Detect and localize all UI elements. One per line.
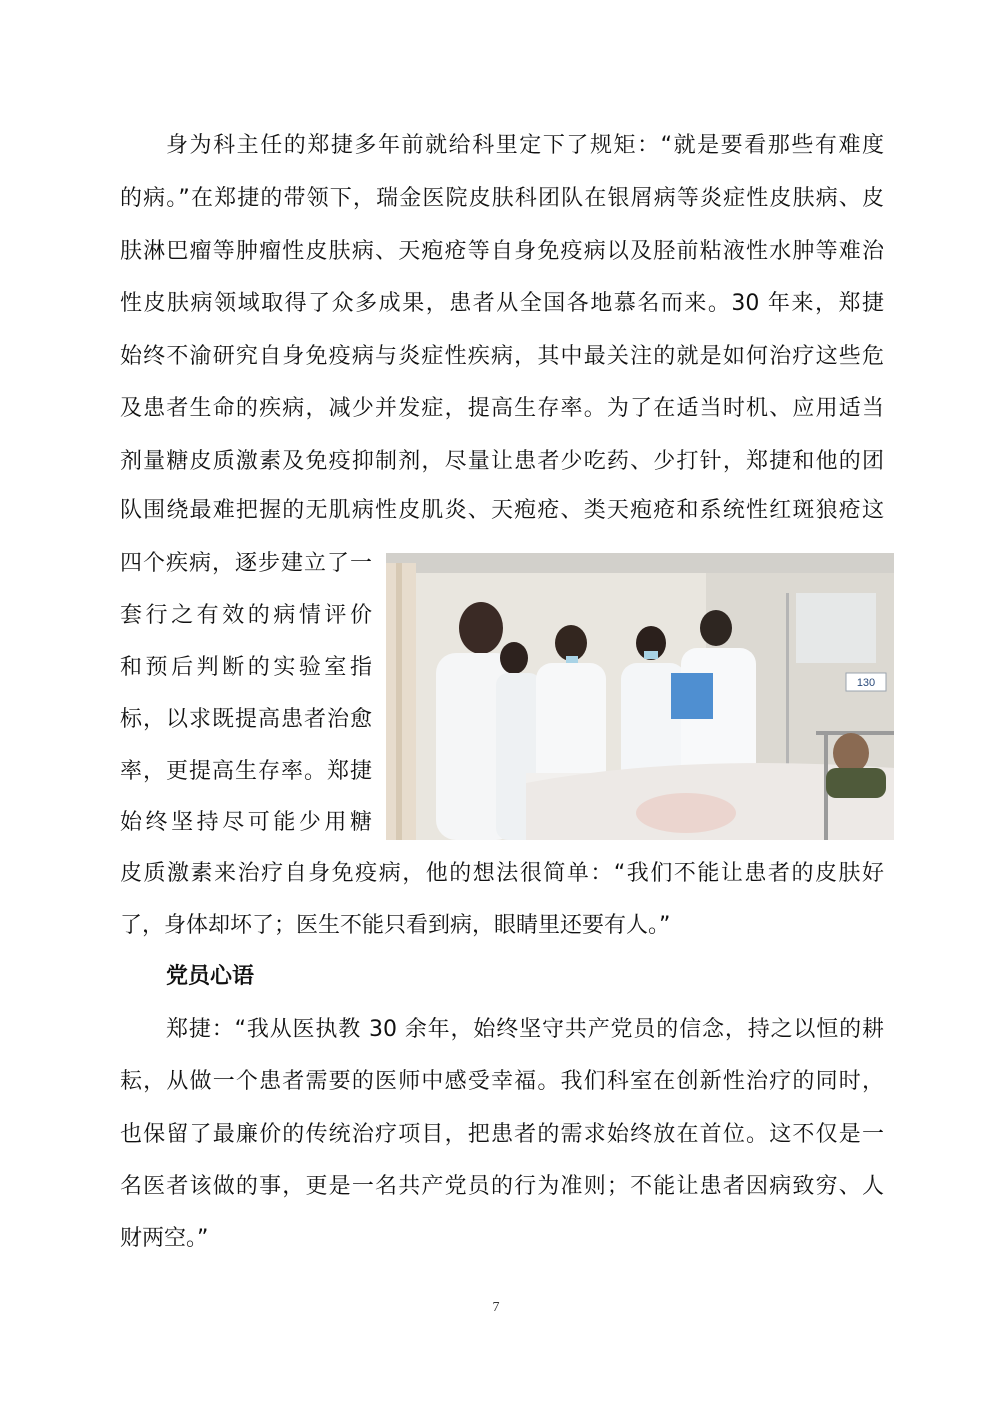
paragraph-line: 身为科主任的郑捷多年前就给科里定下了规矩：“就是要看那些有难度 bbox=[166, 133, 884, 158]
page-number: 7 bbox=[492, 1300, 500, 1315]
paragraph-line: 性皮肤病领域取得了众多成果，患者从全国各地慕名而来。30 年来，郑捷 bbox=[120, 291, 884, 316]
wrapped-line: 率，更提高生存率。郑捷 bbox=[120, 759, 372, 784]
paragraph-line: 队围绕最难把握的无肌病性皮肌炎、天疱疮、类天疱疮和系统性红斑狼疮这 bbox=[120, 498, 884, 523]
wrapped-line: 标，以求既提高患者治愈 bbox=[120, 707, 372, 732]
ward-scene-illustration bbox=[386, 553, 894, 840]
paragraph-line: 了，身体却坏了；医生不能只看到病，眼睛里还要有人。” bbox=[120, 913, 671, 938]
bed-number-label: 130 bbox=[856, 677, 876, 689]
paragraph-line: 始终不渝研究自身免疫病与炎症性疾病，其中最关注的就是如何治疗这些危 bbox=[120, 344, 884, 369]
hospital-ward-photo bbox=[386, 553, 894, 840]
paragraph-line: 肤淋巴瘤等肿瘤性皮肤病、天疱疮等自身免疫病以及胫前粘液性水肿等难治 bbox=[120, 239, 884, 264]
section-line: 名医者该做的事，更是一名共产党员的行为准则；不能让患者因病致穷、人 bbox=[120, 1174, 884, 1199]
paragraph-line: 皮质激素来治疗自身免疫病，他的想法很简单：“我们不能让患者的皮肤好 bbox=[120, 861, 884, 886]
wrapped-line: 和预后判断的实验室指 bbox=[120, 655, 372, 680]
wrapped-line: 始终坚持尽可能少用糖 bbox=[120, 810, 372, 835]
section-line: 财两空。” bbox=[120, 1226, 209, 1251]
wrapped-line: 四个疾病，逐步建立了一 bbox=[120, 551, 372, 576]
paragraph-line: 及患者生命的疾病，减少并发症，提高生存率。为了在适当时机、应用适当 bbox=[120, 396, 884, 421]
wrapped-line: 套行之有效的病情评价 bbox=[120, 603, 372, 628]
section-line: 也保留了最廉价的传统治疗项目，把患者的需求始终放在首位。这不仅是一 bbox=[120, 1122, 884, 1147]
paragraph-line: 剂量糖皮质激素及免疫抑制剂，尽量让患者少吃药、少打针，郑捷和他的团 bbox=[120, 449, 884, 474]
section-line: 耘，从做一个患者需要的医师中感受幸福。我们科室在创新性治疗的同时， bbox=[120, 1069, 884, 1094]
paragraph-line: 的病。”在郑捷的带领下，瑞金医院皮肤科团队在银屑病等炎症性皮肤病、皮 bbox=[120, 186, 884, 211]
section-heading: 党员心语 bbox=[166, 964, 255, 989]
section-line: 郑捷：“我从医执教 30 余年，始终坚守共产党员的信念，持之以恒的耕 bbox=[166, 1017, 884, 1042]
